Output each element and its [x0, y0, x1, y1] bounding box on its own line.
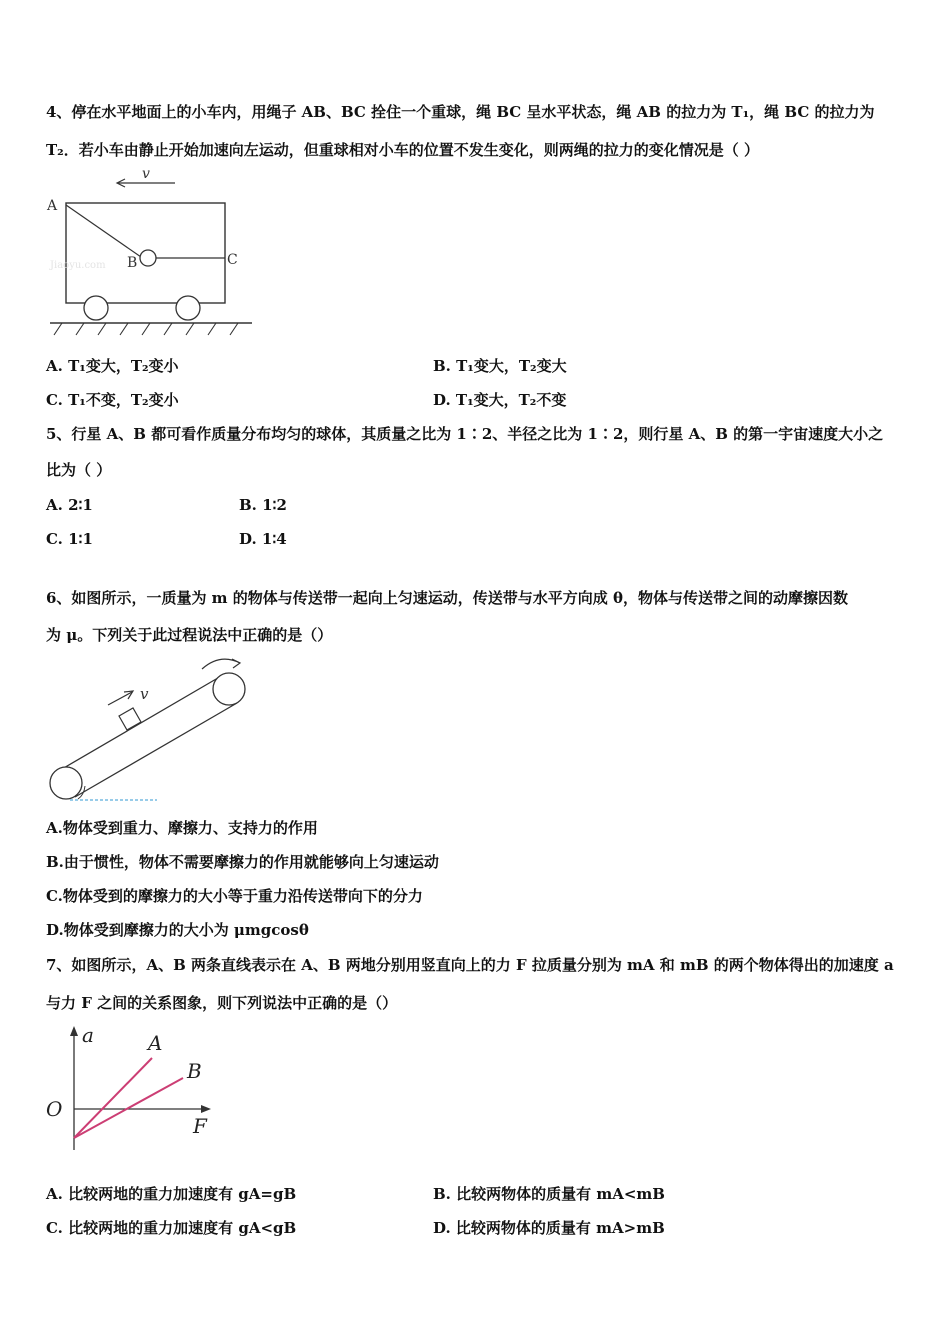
q6-option-d: D.物体受到摩擦力的大小为 μmgcosθ	[46, 921, 309, 939]
q6-option-b: B.由于惯性，物体不需要摩擦力的作用就能够向上匀速运动	[46, 853, 439, 871]
q5-stem-line2: 比为（ ）	[46, 461, 112, 479]
q4-option-d: D. T₁变大，T₂不变	[433, 391, 567, 409]
q7-option-c: C. 比较两地的重力加速度有 gA<gB	[46, 1219, 297, 1237]
q7-option-b: B. 比较两物体的质量有 mA<mB	[433, 1185, 665, 1203]
q7-fig-B-label: B	[187, 1059, 202, 1083]
q7-option-a: A. 比较两地的重力加速度有 gA=gB	[46, 1185, 297, 1203]
q6-conveyor-figure	[40, 655, 260, 805]
q4-fig-A-label: A	[47, 198, 58, 214]
q4-cart-figure	[40, 165, 260, 340]
q6-option-a: A.物体受到重力、摩擦力、支持力的作用	[46, 819, 318, 837]
q4-option-a: A. T₁变大，T₂变小	[46, 357, 179, 375]
q5-option-a: A. 2∶1	[46, 496, 93, 514]
q7-graph-figure	[40, 1020, 230, 1160]
q4-fig-B-label: B	[127, 255, 138, 271]
q4-option-b: B. T₁变大，T₂变大	[433, 357, 567, 375]
q4-fig-v-label: v	[142, 166, 150, 182]
q5-option-b: B. 1∶2	[239, 496, 287, 514]
q6-stem-line2: 为 μ。下列关于此过程说法中正确的是（）	[46, 626, 333, 644]
q4-fig-C-label: C	[227, 252, 238, 268]
q7-fig-A-label: A	[148, 1031, 163, 1055]
q4-option-c: C. T₁不变，T₂变小	[46, 391, 179, 409]
q5-stem-line1: 5、行星 A、B 都可看作质量分布均匀的球体，其质量之比为 1∶2、半径之比为 1∶2，则行星 A、B 的第一宇宙速度大小之	[46, 425, 884, 443]
q7-fig-a-label: a	[82, 1023, 94, 1047]
q6-option-c: C.物体受到的摩擦力的大小等于重力沿传送带向下的分力	[46, 887, 423, 905]
q7-stem-line1: 7、如图所示，A、B 两条直线表示在 A、B 两地分别用竖直向上的力 F 拉质量分别为 mA 和 mB 的两个物体得出的加速度 a	[46, 956, 894, 974]
q6-stem-line1: 6、如图所示，一质量为 m 的物体与传送带一起向上匀速运动，传送带与水平方向成 θ，物体与传送带之间的动摩擦因数	[46, 589, 848, 607]
q7-option-d: D. 比较两物体的质量有 mA>mB	[433, 1219, 665, 1237]
q7-fig-F-label: F	[193, 1114, 207, 1138]
q7-fig-O-label: O	[46, 1097, 63, 1121]
q5-option-d: D. 1∶4	[239, 530, 287, 548]
q4-stem-line2: T₂．若小车由静止开始加速向左运动，但重球相对小车的位置不发生变化，则两绳的拉力的变化情况是（ ）	[46, 141, 759, 159]
q4-stem-line1: 4、停在水平地面上的小车内，用绳子 AB、BC 拴住一个重球，绳 BC 呈水平状态，绳 AB 的拉力为 T₁，绳 BC 的拉力为	[46, 103, 875, 121]
q7-stem-line2: 与力 F 之间的关系图象，则下列说法中正确的是（）	[46, 994, 398, 1012]
q4-fig-watermark: Jiaoyu.com	[50, 260, 106, 271]
q5-option-c: C. 1∶1	[46, 530, 93, 548]
q6-fig-v-label: v	[140, 685, 149, 703]
